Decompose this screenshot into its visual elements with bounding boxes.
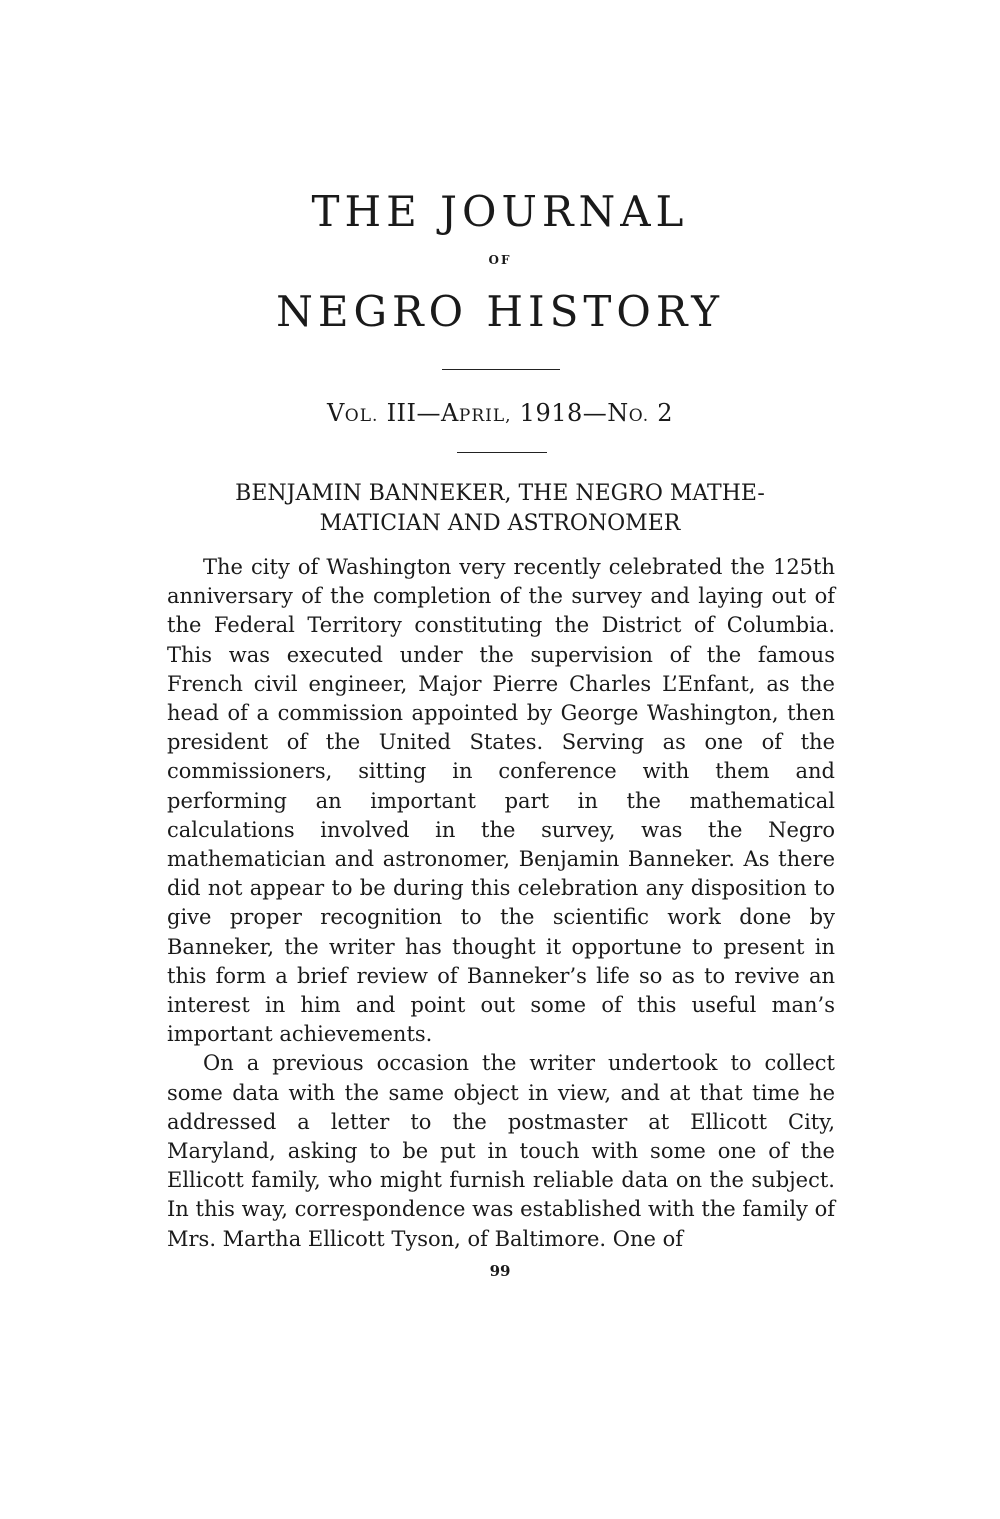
issue-line: VOL. III—APRIL, 1918—NO. 2 — [326, 399, 674, 427]
article-title-line-1: BENJAMIN BANNEKER, THE NEGRO MATHE- — [235, 481, 765, 506]
article-title-line-2: MATICIAN AND ASTRONOMER — [319, 511, 681, 536]
journal-title-line-2: NEGRO HISTORY — [276, 287, 724, 336]
article-body — [167, 553, 835, 1254]
divider-rule-top — [442, 369, 560, 370]
page-number: 99 — [489, 1262, 511, 1280]
divider-rule-bottom — [457, 452, 547, 453]
journal-title-of: OF — [488, 253, 512, 267]
journal-title-line-1: THE JOURNAL — [311, 187, 689, 236]
paragraph: On a previous occasion the writer undertook to collect some data with the same object in view, and at that time he addressed a letter to the postmaster at Ellicott City, Maryland, asking to be put in touch with some one of the Ellicott family, who might furnish reliable data on the subject. In this way, correspondence was established with the family of Mrs. Martha Ellicott Tyson, of Baltimore. One of — [167, 1051, 835, 1251]
article-title — [150, 479, 850, 539]
paragraph: The city of Washington very recently celebrated the 125th anniversary of the completion of the survey and laying out of the Federal Territory constituting the District of Columbia. This was executed under the supervision of the famous French civil engineer, Major Pierre Charles L’Enfant, as the head of a commission appointed by George Washington, then president of the United States. Serving as one of the commissioners, sitting in conference with them and performing an important part in the mathematical calculations involved in the survey, was the Negro mathematician and astronomer, Benjamin Banneker. As there did not appear to be during this celebration any disposition to give proper recognition to the scientific work done by Banneker, the writer has thought it opportune to present in this form a brief review of Banneker’s life so as to revive an interest in him and point out some of this useful man’s important achievements. — [167, 555, 835, 1047]
